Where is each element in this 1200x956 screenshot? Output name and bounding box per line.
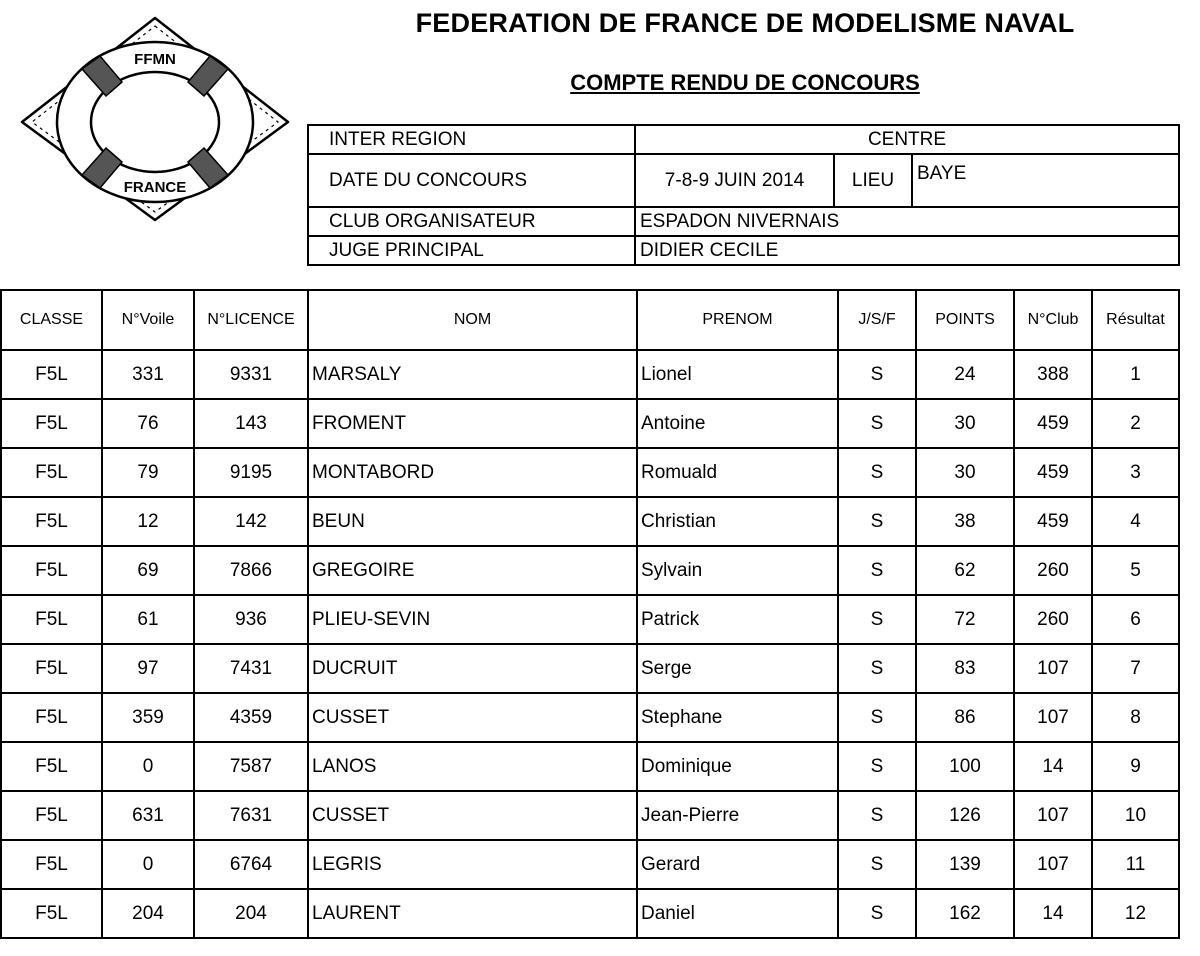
cell-club: 107 <box>1014 644 1092 693</box>
cell-resultat: 10 <box>1092 791 1179 840</box>
table-row <box>1 693 1179 742</box>
date-value: 7-8-9 JUIN 2014 <box>635 154 834 207</box>
col-prenom: PRENOM <box>637 290 838 350</box>
cell-points: 162 <box>916 889 1014 938</box>
cell-classe: F5L <box>1 595 102 644</box>
cell-points: 62 <box>916 546 1014 595</box>
cell-prenom: Sylvain <box>637 546 838 595</box>
cell-jsf: S <box>838 742 916 791</box>
cell-resultat: 2 <box>1092 399 1179 448</box>
cell-club: 260 <box>1014 546 1092 595</box>
cell-nom: FROMENT <box>308 399 637 448</box>
cell-resultat: 5 <box>1092 546 1179 595</box>
cell-resultat: 6 <box>1092 595 1179 644</box>
cell-licence: 7587 <box>194 742 308 791</box>
cell-prenom: Patrick <box>637 595 838 644</box>
cell-prenom: Jean-Pierre <box>637 791 838 840</box>
cell-prenom: Serge <box>637 644 838 693</box>
logo-bottom-text: FRANCE <box>123 179 187 196</box>
cell-voile: 69 <box>102 546 194 595</box>
cell-jsf: S <box>838 791 916 840</box>
cell-points: 38 <box>916 497 1014 546</box>
table-row <box>1 448 1179 497</box>
competition-info-table <box>307 124 1180 266</box>
juge-value: DIDIER CECILE <box>635 236 1179 265</box>
cell-jsf: S <box>838 350 916 399</box>
table-row <box>1 742 1179 791</box>
lieu-label: LIEU <box>834 154 912 207</box>
cell-jsf: S <box>838 448 916 497</box>
club-row <box>308 207 1179 236</box>
cell-prenom: Stephane <box>637 693 838 742</box>
cell-points: 100 <box>916 742 1014 791</box>
cell-points: 24 <box>916 350 1014 399</box>
cell-club: 107 <box>1014 791 1092 840</box>
cell-points: 30 <box>916 399 1014 448</box>
cell-classe: F5L <box>1 742 102 791</box>
document-subtitle: COMPTE RENDU DE CONCOURS <box>570 70 920 95</box>
cell-jsf: S <box>838 399 916 448</box>
cell-points: 30 <box>916 448 1014 497</box>
cell-jsf: S <box>838 644 916 693</box>
col-points: POINTS <box>916 290 1014 350</box>
date-row <box>308 154 1179 207</box>
cell-classe: F5L <box>1 840 102 889</box>
document-title: FEDERATION DE FRANCE DE MODELISME NAVAL <box>415 8 1075 38</box>
juge-row <box>308 236 1179 265</box>
col-classe: CLASSE <box>1 290 102 350</box>
col-resultat: Résultat <box>1092 290 1179 350</box>
cell-prenom: Daniel <box>637 889 838 938</box>
cell-voile: 61 <box>102 595 194 644</box>
cell-voile: 331 <box>102 350 194 399</box>
cell-nom: CUSSET <box>308 693 637 742</box>
cell-nom: MONTABORD <box>308 448 637 497</box>
cell-voile: 0 <box>102 742 194 791</box>
cell-club: 14 <box>1014 889 1092 938</box>
results-body <box>1 350 1179 938</box>
cell-voile: 359 <box>102 693 194 742</box>
table-row <box>1 399 1179 448</box>
cell-points: 86 <box>916 693 1014 742</box>
cell-classe: F5L <box>1 546 102 595</box>
cell-points: 72 <box>916 595 1014 644</box>
cell-club: 260 <box>1014 595 1092 644</box>
cell-licence: 7431 <box>194 644 308 693</box>
table-row <box>1 791 1179 840</box>
cell-prenom: Christian <box>637 497 838 546</box>
results-table <box>0 289 1180 939</box>
cell-voile: 0 <box>102 840 194 889</box>
cell-resultat: 11 <box>1092 840 1179 889</box>
cell-licence: 7631 <box>194 791 308 840</box>
inter-region-label: INTER REGION <box>308 125 635 154</box>
cell-club: 459 <box>1014 448 1092 497</box>
cell-voile: 631 <box>102 791 194 840</box>
cell-nom: LEGRIS <box>308 840 637 889</box>
cell-resultat: 3 <box>1092 448 1179 497</box>
cell-prenom: Romuald <box>637 448 838 497</box>
cell-voile: 76 <box>102 399 194 448</box>
cell-classe: F5L <box>1 791 102 840</box>
cell-resultat: 4 <box>1092 497 1179 546</box>
cell-licence: 4359 <box>194 693 308 742</box>
cell-classe: F5L <box>1 350 102 399</box>
cell-prenom: Dominique <box>637 742 838 791</box>
logo-top-text: FFMN <box>134 51 176 68</box>
table-row <box>1 350 1179 399</box>
cell-prenom: Lionel <box>637 350 838 399</box>
cell-club: 107 <box>1014 840 1092 889</box>
cell-resultat: 9 <box>1092 742 1179 791</box>
cell-jsf: S <box>838 497 916 546</box>
cell-licence: 9331 <box>194 350 308 399</box>
cell-resultat: 12 <box>1092 889 1179 938</box>
cell-club: 459 <box>1014 497 1092 546</box>
cell-jsf: S <box>838 693 916 742</box>
cell-voile: 97 <box>102 644 194 693</box>
cell-classe: F5L <box>1 448 102 497</box>
table-row <box>1 889 1179 938</box>
cell-voile: 204 <box>102 889 194 938</box>
col-nom: NOM <box>308 290 637 350</box>
cell-licence: 142 <box>194 497 308 546</box>
cell-club: 459 <box>1014 399 1092 448</box>
cell-classe: F5L <box>1 399 102 448</box>
col-jsf: J/S/F <box>838 290 916 350</box>
cell-club: 14 <box>1014 742 1092 791</box>
cell-nom: LAURENT <box>308 889 637 938</box>
cell-licence: 204 <box>194 889 308 938</box>
cell-jsf: S <box>838 546 916 595</box>
lieu-value: BAYE <box>912 154 1179 207</box>
table-row <box>1 546 1179 595</box>
club-label: CLUB ORGANISATEUR <box>308 207 635 236</box>
cell-nom: MARSALY <box>308 350 637 399</box>
cell-resultat: 1 <box>1092 350 1179 399</box>
cell-resultat: 7 <box>1092 644 1179 693</box>
cell-points: 83 <box>916 644 1014 693</box>
cell-jsf: S <box>838 889 916 938</box>
juge-label: JUGE PRINCIPAL <box>308 236 635 265</box>
cell-nom: BEUN <box>308 497 637 546</box>
cell-jsf: S <box>838 840 916 889</box>
cell-licence: 6764 <box>194 840 308 889</box>
cell-voile: 12 <box>102 497 194 546</box>
inter-region-value: CENTRE <box>635 125 1179 154</box>
table-row <box>1 840 1179 889</box>
date-label: DATE DU CONCOURS <box>308 154 635 207</box>
cell-club: 107 <box>1014 693 1092 742</box>
table-row <box>1 595 1179 644</box>
cell-licence: 9195 <box>194 448 308 497</box>
table-row <box>1 644 1179 693</box>
cell-nom: DUCRUIT <box>308 644 637 693</box>
header-row <box>1 290 1179 350</box>
cell-points: 126 <box>916 791 1014 840</box>
cell-nom: PLIEU-SEVIN <box>308 595 637 644</box>
ffmn-lifebuoy-logo <box>18 14 293 224</box>
cell-resultat: 8 <box>1092 693 1179 742</box>
cell-classe: F5L <box>1 693 102 742</box>
cell-voile: 79 <box>102 448 194 497</box>
cell-prenom: Gerard <box>637 840 838 889</box>
cell-jsf: S <box>838 595 916 644</box>
cell-nom: LANOS <box>308 742 637 791</box>
cell-licence: 936 <box>194 595 308 644</box>
table-row <box>1 497 1179 546</box>
cell-nom: CUSSET <box>308 791 637 840</box>
cell-classe: F5L <box>1 889 102 938</box>
cell-prenom: Antoine <box>637 399 838 448</box>
cell-classe: F5L <box>1 644 102 693</box>
cell-classe: F5L <box>1 497 102 546</box>
col-club: N°Club <box>1014 290 1092 350</box>
col-voile: N°Voile <box>102 290 194 350</box>
club-value: ESPADON NIVERNAIS <box>635 207 1179 236</box>
inter-region-row <box>308 125 1179 154</box>
cell-nom: GREGOIRE <box>308 546 637 595</box>
cell-licence: 7866 <box>194 546 308 595</box>
cell-club: 388 <box>1014 350 1092 399</box>
col-licence: N°LICENCE <box>194 290 308 350</box>
cell-points: 139 <box>916 840 1014 889</box>
cell-licence: 143 <box>194 399 308 448</box>
